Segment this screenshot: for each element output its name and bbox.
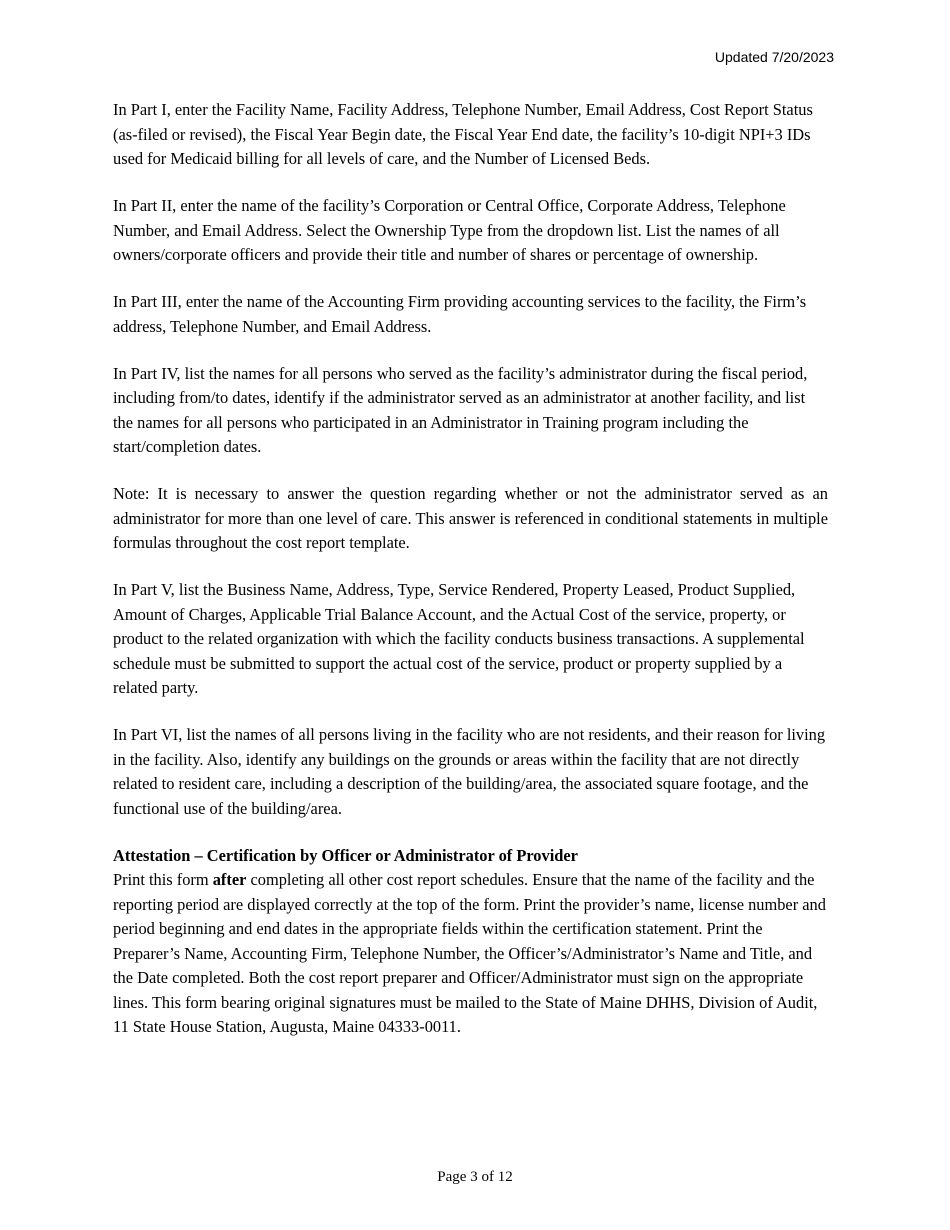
paragraph-part-4: In Part IV, list the names for all persons who served as the facility’s administrator during the fiscal period, including from/to dates, identify if the administrator served as an administrator at another facility, and list the names for all persons who participated in an Administrator in Training program including the start/completion dates. xyxy=(113,363,808,456)
page-number: Page 3 of 12 xyxy=(437,1169,513,1185)
attestation-text-before: Print this form xyxy=(113,870,213,889)
paragraph-part-5: In Part V, list the Business Name, Address, Type, Service Rendered, Property Leased, Product Supplied, Amount of Charges, Applicable Trial Balance Account, and the Actual Cost of the service, property, or product to the related organization with which the facility conducts business transactions. A supplemental schedule must be submitted to support the actual cost of the service, product or property supplied by a related party. xyxy=(113,580,805,697)
paragraph-part-3: In Part III, enter the name of the Accounting Firm providing accounting services to the facility, the Firm’s address, Telephone Number, and Email Address. xyxy=(113,292,807,336)
attestation-text-after: completing all other cost report schedules. Ensure that the name of the facility and the reporting period are displayed correctly at the top of the form. Print the provider’s name, license number and period beginning and end dates in the appropriate fields within the certification statement. Print the Preparer’s Name, Accounting Firm, Telephone Number, the Officer’s/Administrator’s Name and Title, and the Date completed. Both the cost report preparer and Officer/Administrator must sign on the appropriate lines. This form bearing original signatures must be mailed to the State of Maine DHHS, Division of Audit, 11 State House Station, Augusta, Maine 04333-0011. xyxy=(113,870,826,1036)
updated-date: Updated 7/20/2023 xyxy=(714,49,834,65)
attestation-emphasis: after xyxy=(212,870,247,889)
document-body xyxy=(113,98,828,1040)
paragraph-part-2: In Part II, enter the name of the facility’s Corporation or Central Office, Corporate Address, Telephone Number, and Email Address. Select the Ownership Type from the dropdown list. List the names of all owners/corporate officers and provide their title and number of shares or percentage of ownership. xyxy=(113,196,786,264)
paragraph-part-1: In Part I, enter the Facility Name, Facility Address, Telephone Number, Email Address, Cost Report Status (as-filed or revised), the Fiscal Year Begin date, the Fiscal Year End date, the facility’s 10-digit NPI+3 IDs used for Medicaid billing for all levels of care, and the Number of Licensed Beds. xyxy=(113,100,813,168)
attestation-heading: Attestation – Certification by Officer or Administrator of Provider xyxy=(113,845,578,865)
paragraph-note: Note: It is necessary to answer the question regarding whether or not the administrator served as an administrator for more than one level of care. This answer is referenced in conditional statements in multiple formulas throughout the cost report template. xyxy=(113,484,828,552)
paragraph-part-6: In Part VI, list the names of all persons living in the facility who are not residents, and their reason for living in the facility. Also, identify any buildings on the grounds or areas within the facility that are not directly related to resident care, including a description of the building/area, the associated square footage, and the functional use of the building/area. xyxy=(113,725,826,818)
attestation-paragraph xyxy=(113,868,828,1040)
